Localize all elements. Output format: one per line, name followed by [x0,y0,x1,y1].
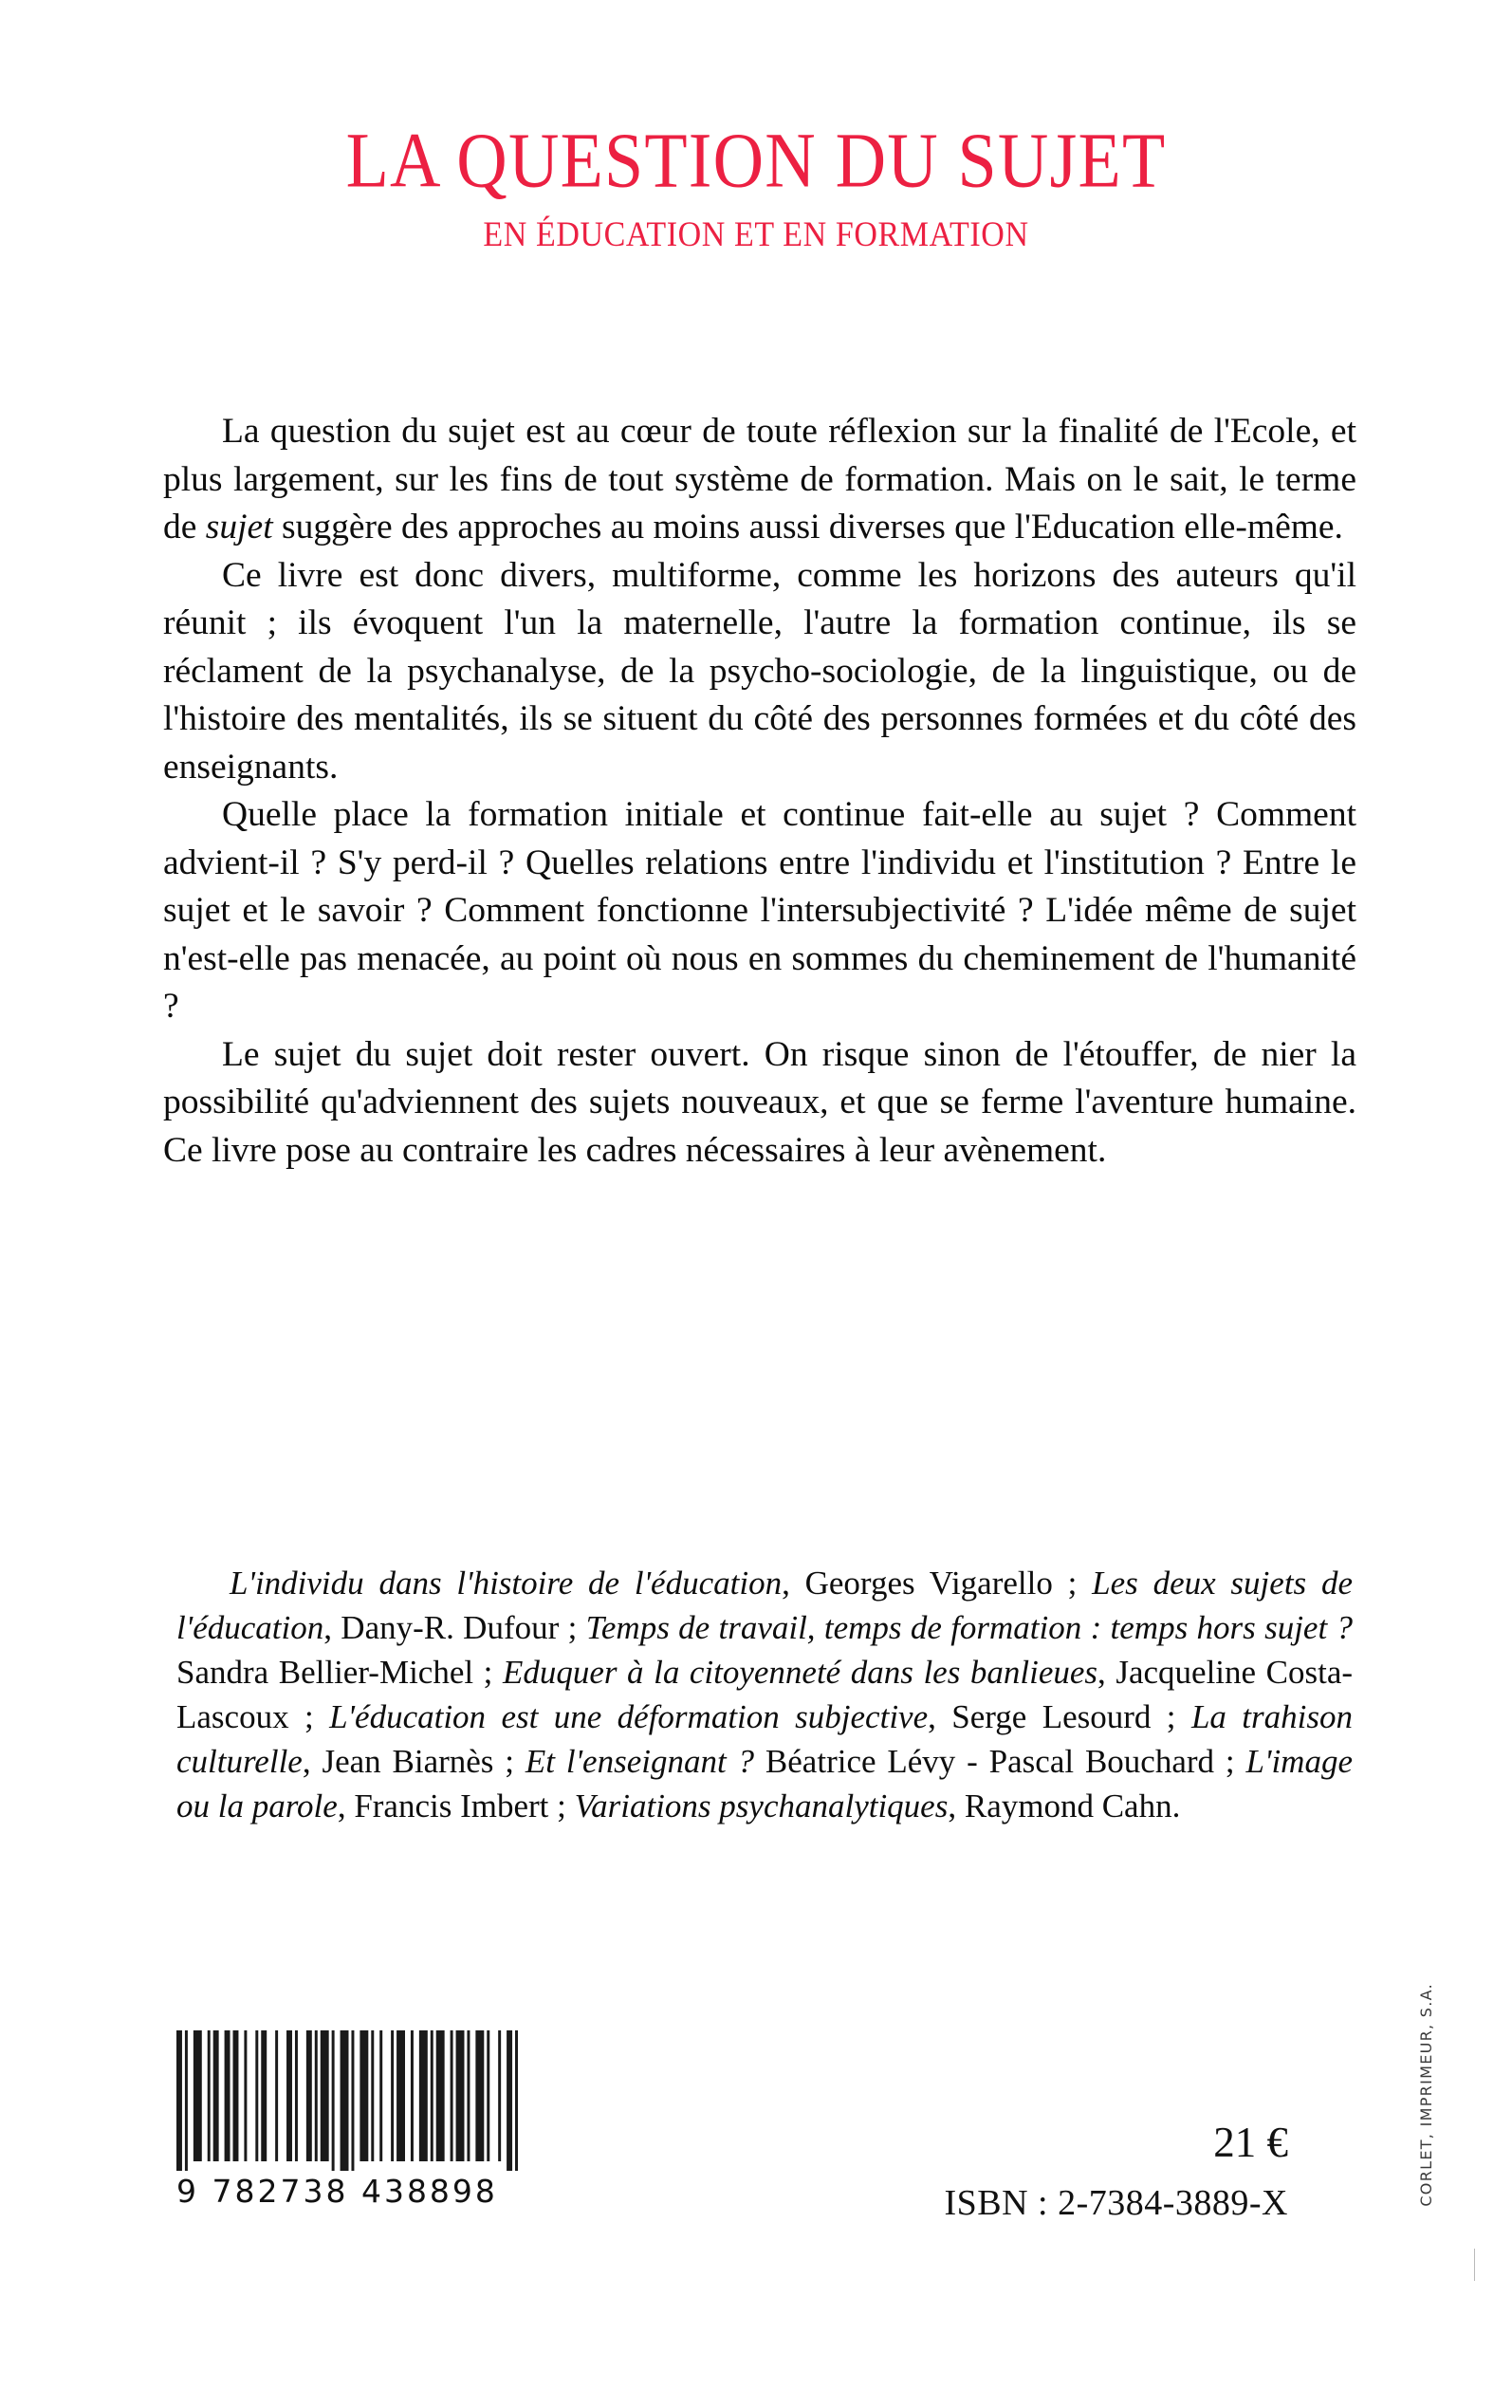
price-label: 21 € [1213,2119,1288,2166]
blurb-run: La question du sujet est au cœur de toute réflexion sur la finalité de l'Ecole, et plus largement, sur les fins de tout système de formation. Mais on le sait, le terme de [163,412,1356,546]
contents-work-title: L'individu dans l'histoire de l'éducation [230,1565,783,1602]
contents-author: Sandra Bellier-Michel ; [176,1654,503,1691]
contents-paragraph [176,1561,1353,1828]
page-subtitle: EN ÉDUCATION ET EN FORMATION [483,215,1029,254]
contents-work-title: Temps de travail, temps de formation : temps hors sujet ? [585,1609,1353,1646]
isbn-label: ISBN : 2-7384-3889-X [944,2183,1288,2223]
contents-work-title: Variations psychanalytiques [574,1787,949,1825]
contents-work-title: Eduquer à la citoyenneté dans les banlieues [502,1654,1098,1691]
contents-author: , Jean Biarnès ; [302,1743,526,1780]
title-block [0,117,1512,254]
contents-work-title: L'éducation est une déformation subjective [329,1698,929,1735]
blurb-run: Le sujet du sujet doit rester ouvert. On risque sinon de l'étouffer, de nier la possibilité qu'adviennent des sujets nouveaux, et que se ferme l'aventure humaine. Ce livre pose au contraire les cadres nécessaires à leur avènement. [163,1034,1356,1170]
contents-author: , Serge Lesourd ; [928,1698,1191,1735]
contents-list [176,1561,1353,1828]
barcode-digits: 9 782738 438898 [176,2173,498,2210]
barcode [176,2030,518,2210]
contents-author: , Raymond Cahn. [948,1787,1181,1825]
blurb-run: suggère des approches au moins aussi diverses que l'Education elle-même. [272,508,1343,546]
contents-work-title: Et l'enseignant ? [525,1743,755,1780]
blurb-paragraph [163,1031,1356,1176]
edge-tick-mark [1474,2249,1475,2281]
printer-credit: CORLET, IMPRIMEUR, S.A. [1417,1983,1435,2207]
barcode-bars [176,2030,518,2171]
contents-work-title: La trahison culturelle [176,1698,1353,1780]
blurb-run: Quelle place la formation initiale et continue fait-elle au sujet ? Comment advient-il ? S'y perd-il ? Quelles relations entre l'individu et l'institution ? Entre le sujet et le savoir ? Comment fonctionne l'intersubjectivité ? L'idée même de sujet n'est-elle pas menacée, au point où nous en sommes du cheminement de l'humanité ? [163,795,1356,1026]
contents-work-title: Les deux sujets de l'éducation [176,1565,1353,1646]
contents-author: , Georges Vigarello ; [782,1565,1093,1602]
blurb-paragraph [163,552,1356,792]
blurb-paragraph [163,791,1356,1031]
blurb-paragraph [163,408,1356,552]
contents-work-title: L'image ou la parole [176,1743,1353,1825]
contents-author: Béatrice Lévy - Pascal Bouchard ; [754,1743,1246,1780]
blurb-run: sujet [205,508,273,546]
blurb-run: Ce livre est donc divers, multiforme, comme les horizons des auteurs qu'il réunit ; ils évoquent l'un la maternelle, l'autre la formation continue, ils se réclament de la psychanalyse, de la psycho-sociologie, de la linguistique, ou de l'histoire des mentalités, ils se situent du côté des personnes formées et du côté des enseignants. [163,555,1356,787]
contents-author: , Jacqueline Costa-Lascoux ; [176,1654,1354,1735]
blurb-text [163,408,1356,1175]
page-title: LA QUESTION DU SUJET [345,117,1167,205]
contents-author: , Francis Imbert ; [337,1787,575,1825]
contents-author: , Dany-R. Dufour ; [323,1609,586,1646]
